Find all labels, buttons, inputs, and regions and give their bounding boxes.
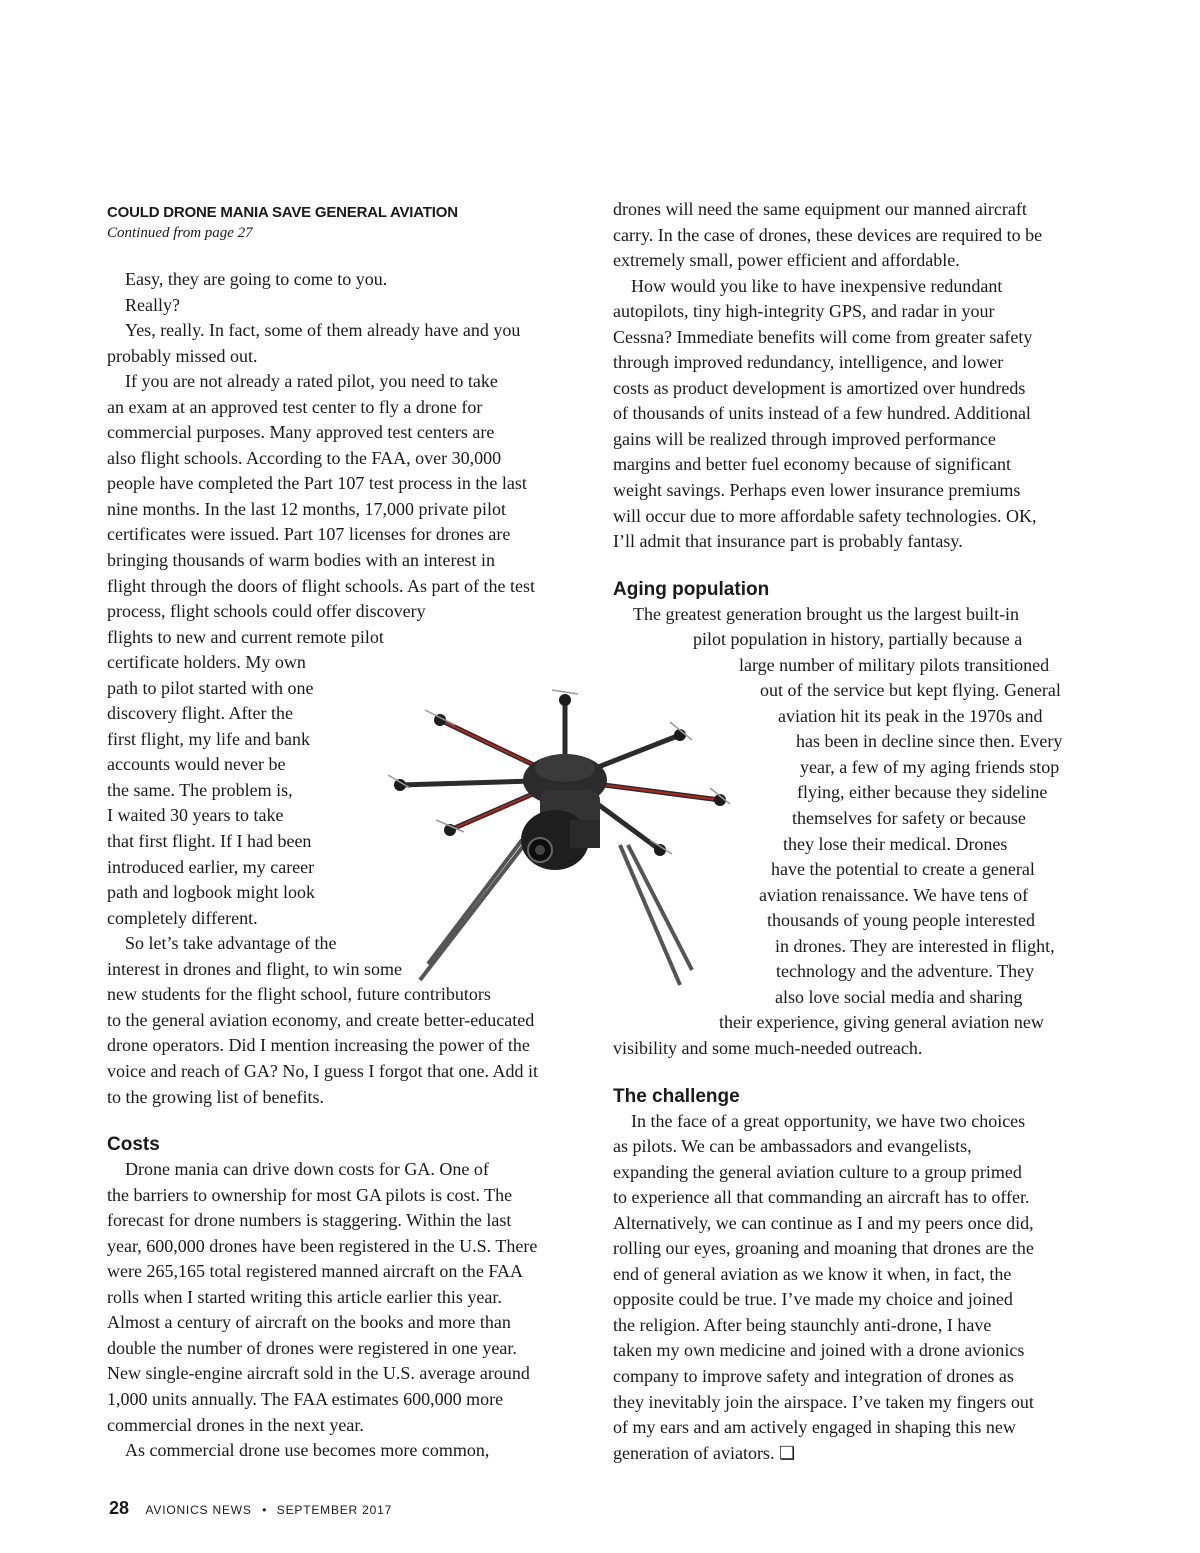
text-line: to the growing list of benefits. xyxy=(107,1086,324,1107)
text-line: end of general aviation as we know it when, in fact, the xyxy=(613,1263,1012,1284)
article-kicker: COULD DRONE MANIA SAVE GENERAL AVIATION xyxy=(107,204,458,221)
text-line: pilot population in history, partially because a xyxy=(693,629,1023,650)
text-line: discovery flight. After the xyxy=(107,703,293,724)
text-line: New single-engine aircraft sold in the U.S. average around xyxy=(107,1363,530,1384)
text-line: visibility and some much-needed outreach. xyxy=(613,1037,923,1058)
text-line: as pilots. We can be ambassadors and evangelists, xyxy=(613,1136,972,1157)
text-line: their experience, giving general aviation new xyxy=(719,1012,1044,1033)
text-line: in drones. They are interested in flight, xyxy=(775,935,1055,956)
octocopter-drone-illustration xyxy=(380,680,740,990)
text-line: have the potential to create a general xyxy=(771,859,1035,880)
text-line: flying, either because they sideline xyxy=(797,782,1048,803)
text-line: Really? xyxy=(125,294,180,315)
text-line: flights to new and current remote pilot xyxy=(107,626,384,647)
text-line: probably missed out. xyxy=(107,345,258,366)
text-line: accounts would never be xyxy=(107,754,286,775)
text-line: double the number of drones were registered in one year. xyxy=(107,1337,517,1358)
text-line: commercial purposes. Many approved test centers are xyxy=(107,422,495,443)
text-line: taken my own medicine and joined with a drone avionics xyxy=(613,1340,1025,1361)
text-line: As commercial drone use becomes more common, xyxy=(125,1440,490,1461)
text-line: interest in drones and flight, to win some xyxy=(107,958,402,979)
text-line: the same. The problem is, xyxy=(107,779,293,800)
text-line: If you are not already a rated pilot, you need to take xyxy=(125,371,498,392)
text-line: also flight schools. According to the FAA, over 30,000 xyxy=(107,447,502,468)
text-line: Yes, really. In fact, some of them already have and you xyxy=(125,320,521,341)
text-line: aviation hit its peak in the 1970s and xyxy=(778,705,1043,726)
costs-body-text xyxy=(107,1157,575,1464)
text-line: year, 600,000 drones have been registered in the U.S. There xyxy=(107,1235,538,1256)
text-line: extremely small, power efficient and affordable. xyxy=(613,250,960,271)
text-line: rolls when I started writing this article earlier this year. xyxy=(107,1286,502,1307)
text-line: margins and better fuel economy because of significant xyxy=(613,454,1012,475)
text-line: Drone mania can drive down costs for GA. One of xyxy=(125,1159,489,1180)
text-line: has been in decline since then. Every xyxy=(796,731,1063,752)
continued-note: Continued from page 27 xyxy=(107,225,253,241)
text-line: first flight, my life and bank xyxy=(107,728,310,749)
text-line: year, a few of my aging friends stop xyxy=(800,756,1060,777)
text-line: of thousands of units instead of a few hundred. Additional xyxy=(613,403,1031,424)
section-heading-costs: Costs xyxy=(107,1134,160,1156)
text-line: carry. In the case of drones, these devices are required to be xyxy=(613,224,1043,245)
text-line: that first flight. If I had been xyxy=(107,831,312,852)
text-line: weight savings. Perhaps even lower insurance premiums xyxy=(613,480,1021,501)
text-line: to experience all that commanding an aircraft has to offer. xyxy=(613,1187,1030,1208)
text-line: process, flight schools could offer discovery xyxy=(107,601,426,622)
text-line: certificate holders. My own xyxy=(107,652,306,673)
text-line: the religion. After being staunchly anti-drone, I have xyxy=(613,1314,992,1335)
text-line: I waited 30 years to take xyxy=(107,805,284,826)
text-line: will occur due to more affordable safety technologies. OK, xyxy=(613,505,1037,526)
text-line: themselves for safety or because xyxy=(792,808,1026,829)
text-line: Cessna? Immediate benefits will come from greater safety xyxy=(613,326,1033,347)
text-line: also love social media and sharing xyxy=(775,986,1023,1007)
footer-separator: • xyxy=(262,1503,267,1517)
text-line: forecast for drone numbers is staggering. Within the last xyxy=(107,1210,512,1231)
text-line: 1,000 units annually. The FAA estimates 600,000 more xyxy=(107,1388,504,1409)
section-heading-aging-population: Aging population xyxy=(613,578,770,600)
text-line: they inevitably join the airspace. I’ve taken my fingers out xyxy=(613,1391,1034,1412)
text-line: drones will need the same equipment our manned aircraft xyxy=(613,199,1027,219)
text-line: So let’s take advantage of the xyxy=(125,933,337,954)
text-line: expanding the general aviation culture to a group primed xyxy=(613,1161,1022,1182)
text-line: they lose their medical. Drones xyxy=(783,833,1008,854)
text-line: rolling our eyes, groaning and moaning that drones are the xyxy=(613,1238,1034,1259)
text-line: Easy, they are going to come to you. xyxy=(125,269,388,289)
text-line: through improved redundancy, intelligence, and lower xyxy=(613,352,1004,373)
text-line: were 265,165 total registered manned aircraft on the FAA xyxy=(107,1261,524,1282)
text-line: Alternatively, we can continue as I and my peers once did, xyxy=(613,1212,1034,1233)
text-line: to the general aviation economy, and create better-educated xyxy=(107,1009,535,1030)
text-line: technology and the adventure. They xyxy=(776,961,1035,982)
text-line: large number of military pilots transitioned xyxy=(739,654,1050,675)
text-line: certificates were issued. Part 107 licenses for drones are xyxy=(107,524,511,545)
text-line: Almost a century of aircraft on the books and more than xyxy=(107,1312,511,1333)
text-line: an exam at an approved test center to fly a drone for xyxy=(107,396,483,417)
text-line: company to improve safety and integration of drones as xyxy=(613,1365,1014,1386)
text-line: completely different. xyxy=(107,907,258,928)
text-line: out of the service but kept flying. General xyxy=(760,680,1061,701)
text-line: I’ll admit that insurance part is probably fantasy. xyxy=(613,531,963,552)
text-line: The greatest generation brought us the largest built-in xyxy=(633,603,1020,624)
text-line: generation of aviators. ❑ xyxy=(613,1442,796,1463)
text-line: In the face of a great opportunity, we have two choices xyxy=(631,1110,1026,1131)
issue-date: SEPTEMBER 2017 xyxy=(276,1503,393,1517)
text-line: drone operators. Did I mention increasing the power of the xyxy=(107,1035,530,1056)
text-line: nine months. In the last 12 months, 17,000 private pilot xyxy=(107,498,506,519)
challenge-body-text xyxy=(613,1109,1093,1467)
page-number: 28 xyxy=(109,1498,130,1518)
text-line: costs as product development is amortized over hundreds xyxy=(613,377,1026,398)
text-line: path and logbook might look xyxy=(107,882,315,903)
right-body-text xyxy=(613,197,1093,555)
section-heading-the-challenge: The challenge xyxy=(613,1085,740,1107)
text-line: autopilots, tiny high-integrity GPS, and radar in your xyxy=(613,301,995,322)
text-line: people have completed the Part 107 test process in the last xyxy=(107,473,527,494)
text-line: introduced earlier, my career xyxy=(107,856,315,877)
text-line: voice and reach of GA? No, I guess I forgot that one. Add it xyxy=(107,1060,539,1081)
text-line: How would you like to have inexpensive redundant xyxy=(631,275,1003,296)
text-line: aviation renaissance. We have tens of xyxy=(759,884,1029,905)
text-line: bringing thousands of warm bodies with an interest in xyxy=(107,550,495,571)
text-line: the barriers to ownership for most GA pilots is cost. The xyxy=(107,1184,513,1205)
text-line: thousands of young people interested xyxy=(767,910,1035,931)
text-line: new students for the flight school, future contributors xyxy=(107,984,491,1005)
text-line: path to pilot started with one xyxy=(107,677,314,698)
text-line: of my ears and am actively engaged in shaping this new xyxy=(613,1417,1016,1438)
text-line: commercial drones in the next year. xyxy=(107,1414,364,1435)
text-line: gains will be realized through improved performance xyxy=(613,428,996,449)
magazine-name: AVIONICS NEWS xyxy=(145,1503,252,1517)
text-line: flight through the doors of flight schools. As part of the test xyxy=(107,575,535,596)
page-footer xyxy=(109,1498,392,1519)
text-line: opposite could be true. I’ve made my choice and joined xyxy=(613,1289,1013,1310)
